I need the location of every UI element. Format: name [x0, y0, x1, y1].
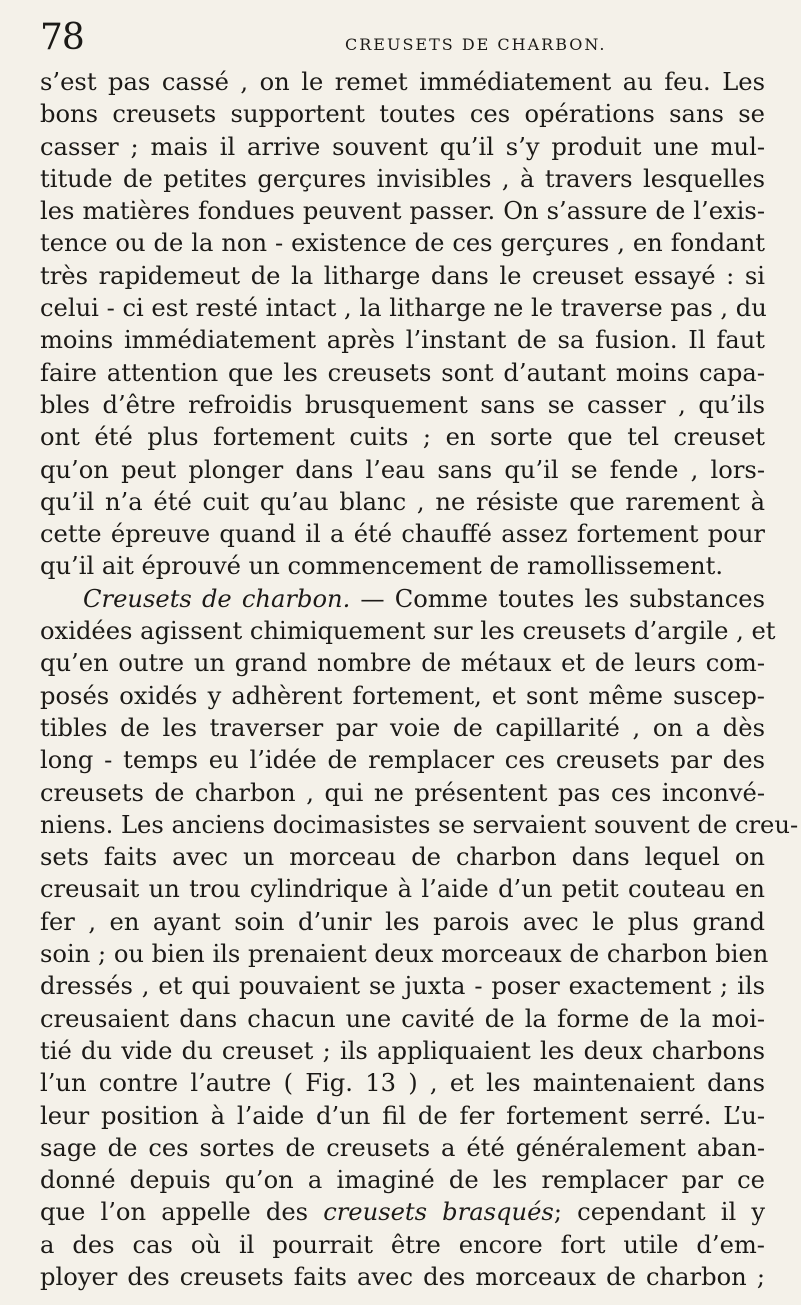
text-line: bles d’être refroidis brusquement sans se casser , qu’ils — [40, 390, 765, 419]
text-line: qu’il ait éprouvé un commencement de ramollissement. — [40, 552, 724, 581]
text-line: sage de ces sortes de creusets a été généralement aban- — [40, 1133, 765, 1162]
text-line: très rapidemeut de la litharge dans le creuset essayé : si — [40, 261, 765, 290]
text-line: qu’il n’a été cuit qu’au blanc , ne résiste que rarement à — [40, 487, 765, 516]
text-line: long - temps eu l’idée de remplacer ces creusets par des — [40, 746, 765, 775]
text-line: niens. Les anciens docimasistes se servaient souvent de creu- — [40, 810, 799, 839]
term-line — [40, 1196, 765, 1228]
text-line: a des cas où il pourrait être encore fort utile d’em- — [40, 1230, 765, 1259]
text-line: donné depuis qu’on a imaginé de les remplacer par ce — [40, 1166, 765, 1195]
text-line: creusait un trou cylindrique à l’aide d’un petit couteau en — [40, 875, 765, 904]
body-text — [40, 66, 799, 1293]
text-line: s’est pas cassé , on le remet immédiatement au feu. Les — [40, 68, 765, 96]
text-line: tence ou de la non - existence de ces gerçures , en fondant — [40, 229, 765, 258]
text-line: casser ; mais il arrive souvent qu’il s’y produit une mul- — [40, 132, 765, 161]
text-line: moins immédiatement après l’instant de sa fusion. Il faut — [40, 326, 765, 355]
text-line: les matières fondues peuvent passer. On s’assure de l’exis- — [40, 197, 765, 226]
page-number: 78 — [40, 17, 84, 58]
text-line: ployer des creusets faits avec des morceaux de charbon ; — [40, 1262, 765, 1291]
text-segment: — Comme toutes les substances — [360, 584, 765, 613]
text-line: titude de petites gerçures invisibles , à travers lesquelles — [40, 164, 765, 193]
text-line: tié du vide du creuset ; ils appliquaient les deux charbons — [40, 1036, 765, 1065]
page-header — [40, 10, 760, 66]
running-head: CREUSETS DE CHARBON. — [345, 35, 607, 54]
text-segment: ; cependant il y — [553, 1198, 765, 1227]
section-title: Creusets de charbon. — [83, 584, 351, 613]
text-line: dressés , et qui pouvaient se juxta - poser exactement ; ils — [40, 972, 765, 1001]
text-line: tibles de les traverser par voie de capillarité , on a dès — [40, 713, 765, 742]
text-line: leur position à l’aide d’un fil de fer fortement serré. L’u- — [40, 1101, 765, 1130]
text-line: ont été plus fortement cuits ; en sorte que tel creuset — [40, 423, 765, 452]
text-line: celui - ci est resté intact , la litharge ne le traverse pas , du — [40, 294, 767, 323]
text-line: posés oxidés y adhèrent fortement, et sont même suscep- — [40, 681, 765, 710]
text-line: creusets de charbon , qui ne présentent pas ces inconvé- — [40, 778, 765, 807]
text-line: cette épreuve quand il a été chauffé assez fortement pour — [40, 520, 765, 549]
text-line: faire attention que les creusets sont d’autant moins capa- — [40, 358, 765, 387]
italic-term: creusets brasqués — [323, 1198, 554, 1227]
text-line: qu’on peut plonger dans l’eau sans qu’il se fende , lors- — [40, 455, 765, 484]
text-line: l’un contre l’autre ( Fig. 13 ) , et les maintenaient dans — [40, 1069, 765, 1098]
text-line: soin ; ou bien ils prenaient deux morceaux de charbon bien — [40, 940, 769, 969]
text-line: fer , en ayant soin d’unir les parois avec le plus grand — [40, 907, 765, 936]
text-segment: que l’on appelle des — [40, 1198, 309, 1227]
text-line: bons creusets supportent toutes ces opérations sans se — [40, 100, 765, 129]
section-start-line — [40, 583, 765, 615]
text-line: qu’en outre un grand nombre de métaux et de leurs com- — [40, 649, 765, 678]
text-line: oxidées agissent chimiquement sur les creusets d’argile , et — [40, 617, 776, 646]
text-line: creusaient dans chacun une cavité de la forme de la moi- — [40, 1004, 765, 1033]
text-line: sets faits avec un morceau de charbon dans lequel on — [40, 843, 765, 872]
